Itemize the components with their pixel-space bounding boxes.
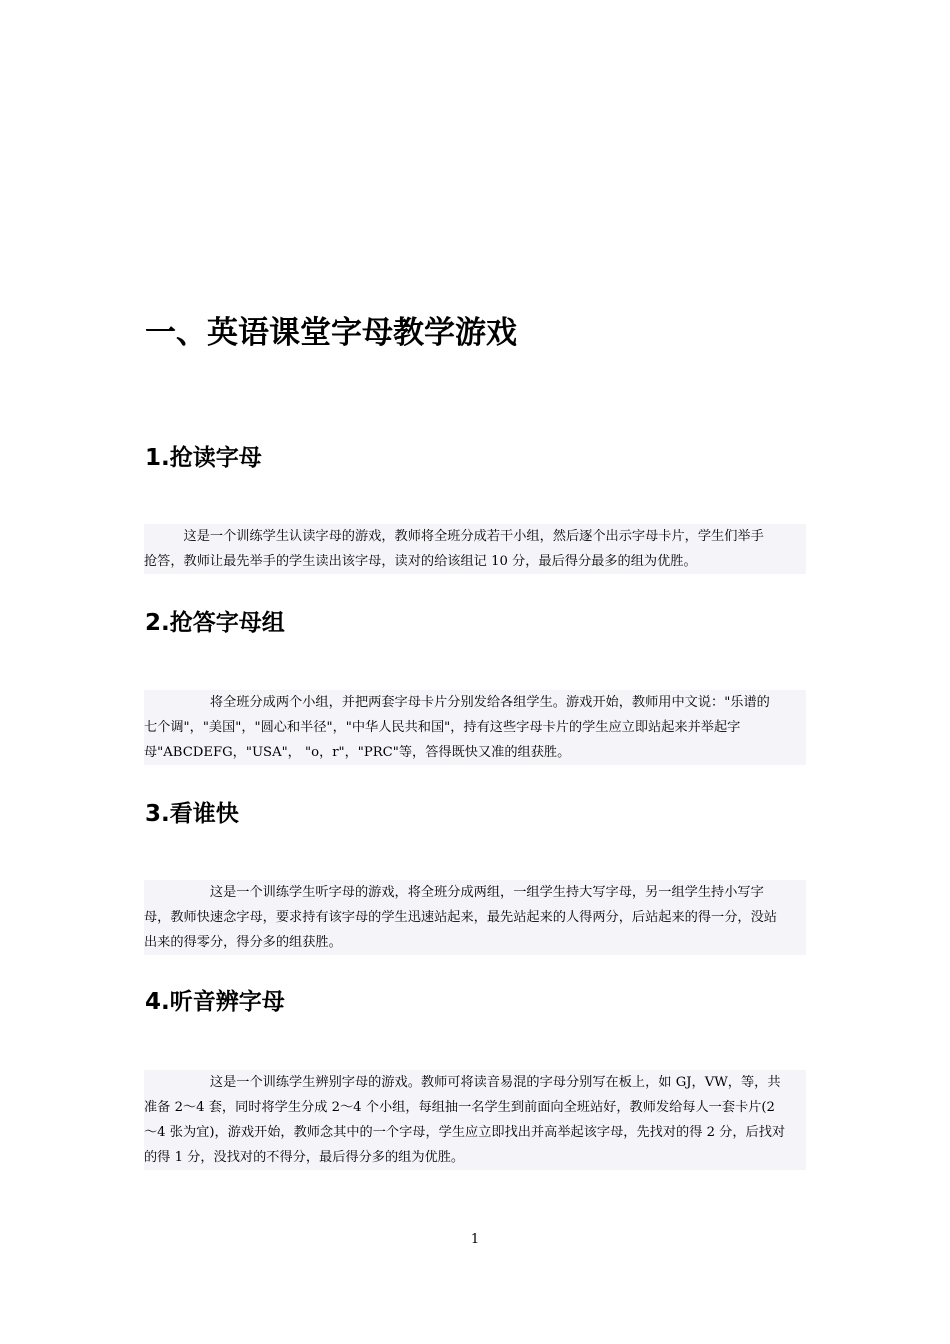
section-paragraph-2 — [144, 690, 806, 765]
paragraph-line: 这是一个训练学生认读字母的游戏，教师将全班分成若干小组，然后逐个出示字母卡片，学生们举手 — [144, 529, 764, 544]
paragraph-line: ～4 张为宜)，游戏开始，教师念其中的一个字母，学生应立即找出并高举起该字母，先找对的得 2 分，后找对 — [144, 1125, 786, 1140]
paragraph-line: 的得 1 分，没找对的不得分，最后得分多的组为优胜。 — [144, 1150, 465, 1165]
paragraph-line: 这是一个训练学生听字母的游戏，将全班分成两组，一组学生持大写字母，另一组学生持小写字 — [144, 885, 764, 900]
section-paragraph-3 — [144, 880, 806, 955]
paragraph-line: 将全班分成两个小组，并把两套字母卡片分别发给各组学生。游戏开始，教师用中文说："乐谱的 — [144, 695, 770, 710]
paragraph-line: 七个调"，"美国"，"圆心和半径"，"中华人民共和国"，持有这些字母卡片的学生应立即站起来并举起字 — [144, 720, 741, 735]
section-heading-2: 2.抢答字母组 — [145, 610, 285, 636]
paragraph-line: 准备 2～4 套，同时将学生分成 2～4 个小组，每组抽一名学生到前面向全班站好，教师发给每人一套卡片(2 — [144, 1100, 775, 1115]
section-heading-4: 4.听音辨字母 — [145, 989, 285, 1015]
section-heading-1: 1.抢读字母 — [145, 445, 262, 471]
paragraph-line: 抢答，教师让最先举手的学生读出该字母，读对的给该组记 10 分，最后得分最多的组为优胜。 — [144, 554, 697, 569]
paragraph-line: 出来的得零分，得分多的组获胜。 — [144, 935, 342, 950]
paragraph-line: 母"ABCDEFG，"USA"， "o，r"，"PRC"等，答得既快又准的组获胜。 — [144, 745, 571, 760]
page-number: 1 — [470, 1232, 480, 1247]
section-paragraph-4 — [144, 1070, 806, 1170]
section-heading-3: 3.看谁快 — [145, 801, 239, 827]
section-paragraph-1 — [144, 524, 806, 574]
paragraph-line: 母，教师快速念字母，要求持有该字母的学生迅速站起来，最先站起来的人得两分，后站起来的得一分，没站 — [144, 910, 777, 925]
paragraph-line: 这是一个训练学生辨别字母的游戏。教师可将读音易混的字母分别写在板上，如 GJ，VW，等，共 — [144, 1075, 781, 1090]
page-title: 一、英语课堂字母教学游戏 — [145, 315, 517, 351]
